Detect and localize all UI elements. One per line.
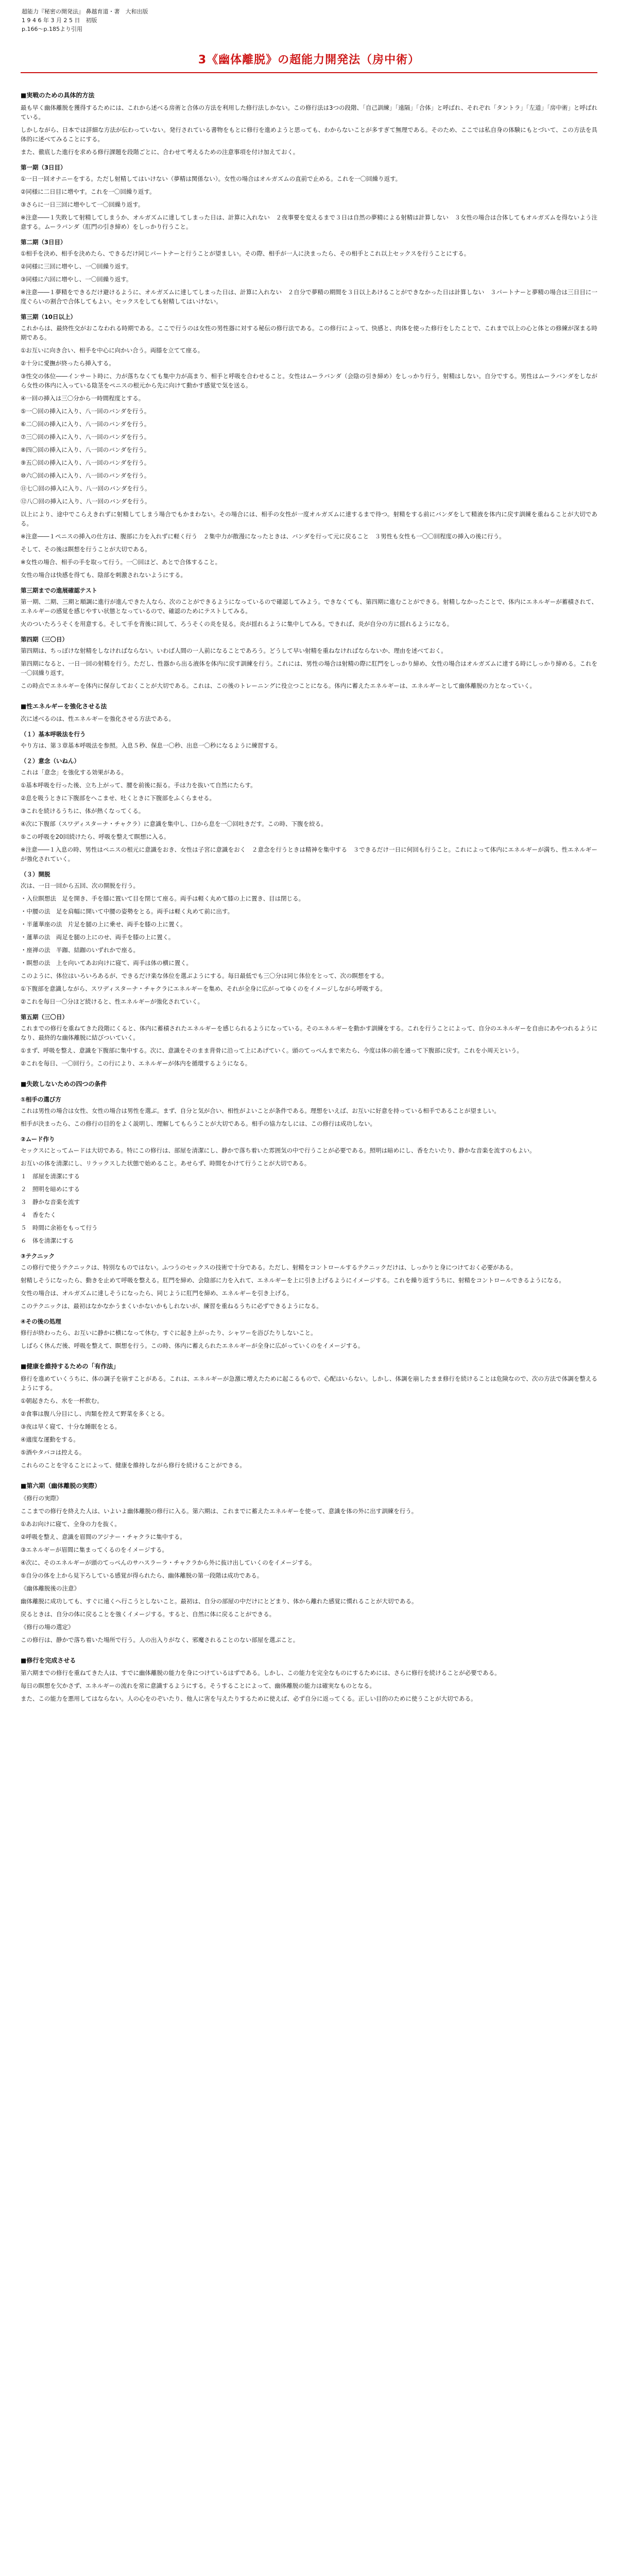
- title-divider: [21, 72, 597, 73]
- paragraph: ・蓮華の法 両足を腿の上にのせ、両手を膝の上に置く。: [21, 934, 175, 941]
- paragraph: 《修行の場の選定》: [21, 1623, 74, 1631]
- section-heading: 第五期（三〇日）: [21, 1013, 68, 1021]
- section-heading: ④その後の処理: [21, 1318, 61, 1325]
- section-heading: ■失敗しないための四つの条件: [21, 1080, 107, 1088]
- paragraph: ⑤この呼吸を20回続けたら、呼吸を整えて瞑想に入る。: [21, 833, 170, 840]
- paragraph: 次に述べるのは、性エネルギーを強化させる方法である。: [21, 715, 175, 722]
- paragraph: 幽体離脱に成功しても、すぐに遠くへ行こうとしないこと。最初は、自分の部屋の中だけにとどまり、体から離れた感覚に慣れることが大切である。: [21, 1598, 418, 1605]
- paragraph: 次は、一日一回から五回、次の開脱を行う。: [21, 882, 139, 889]
- section: [21, 870, 597, 1006]
- document-body: [21, 91, 597, 1703]
- paragraph: ⑩六〇回の挿入に入り、八一回のバンダを行う。: [21, 472, 150, 479]
- paragraph: 射精しそうになったら、動きを止めて呼吸を整える。肛門を締め、会陰部に力を入れて、エネルギーを上に引き上げるようにイメージする。これを繰り返すうちに、射精をコントロールできるようになる。: [21, 1277, 565, 1284]
- paragraph: ③同様に六回に増やし、一〇回繰り返す。: [21, 276, 132, 283]
- paragraph: そして、その後は瞑想を行うことが大切である。: [21, 546, 151, 553]
- paragraph: ⑤酒やタバコは控える。: [21, 1449, 85, 1456]
- paragraph: ①下腹部を意識しながら、スワディスターナ・チャクラにエネルギーを集め、それが全身に広がってゆくのをイメージしながら呼吸する。: [21, 985, 386, 992]
- paragraph: ①お互いに向き合い、相手を中心に向かい合う。両膝を立てて座る。: [21, 347, 204, 354]
- section-heading: 第三期までの進展確認テスト: [21, 587, 98, 594]
- paragraph: しかしながら、日本では詳細な方法が伝わっていない。発行されている書物をもとに修行を進めようと思っても、わからないことが多すぎて無理である。そのため、ここでは私自身の体験にもとづいて、この方法を具体的に述べてみることにする。: [21, 126, 597, 143]
- paragraph: ①まず、呼吸を整え、意識を下腹部に集中する。次に、意識をそのまま背骨に沿って上にあげていく。頭のてっぺんまで来たら、今度は体の前を通って下腹部に戻す。これを小周天という。: [21, 1047, 523, 1054]
- paragraph: ・入位瞑想法 足を開き、手を膝に置いて目を閉じて座る。両手は軽く丸めて膝の上に置き、目は閉じる。: [21, 895, 305, 902]
- paragraph: 《幽体離脱後の注意》: [21, 1585, 80, 1592]
- section: [21, 163, 597, 231]
- paragraph: 相手が決まったら、この修行の目的をよく説明し、理解してもらうことが大切である。相手の協力なしには、この修行は成功しない。: [21, 1120, 376, 1127]
- section: [21, 730, 597, 750]
- paragraph: これからは、最終性交がおこなわれる時期である。ここで行うのは女性の男性器に対する秘伝の修行法である。この修行によって、快感と、肉体を使った修行をしたことで、これまで以上の心と体との修練が深まる時期である。: [21, 325, 597, 341]
- section: [21, 702, 597, 723]
- section-heading: 第三期（10日以上）: [21, 313, 77, 320]
- paragraph: ①基本呼吸を行った後、立ち上がって、腰を前後に振る。手は力を抜いて自然にたらす。: [21, 782, 256, 789]
- paragraph: ②同様に三回に増やし、一〇回繰り返す。: [21, 263, 132, 270]
- paragraph: この時点でエネルギーを体内に保存しておくことが大切である。これは、この後のトレーニングに役立つことになる。体内に蓄えたエネルギーは、エネルギーとして幽体離脱の力となっていく。: [21, 682, 536, 689]
- section-heading: ■実戦のための具体的方法: [21, 92, 95, 99]
- section: [21, 1362, 597, 1470]
- section: [21, 1251, 597, 1311]
- section: [21, 312, 597, 580]
- section: [21, 1317, 597, 1350]
- source-edition: 1 9 4 6 年 3 月 2 5 日 初版: [22, 17, 97, 24]
- paragraph: ①相手を決め、相手を決めたら、できるだけ同じパートナーと行うことが望ましい。その際、相手が一人に決まったら、その相手とこれ以上セックスを行うことにする。: [21, 250, 470, 257]
- paragraph: ④適度な運動をする。: [21, 1436, 79, 1443]
- paragraph: この修行で使うテクニックは、特別なものではない。ふつうのセックスの技術で十分である。ただし、射精をコントロールするテクニックだけは、しっかりと身につけておく必要がある。: [21, 1264, 517, 1271]
- paragraph: この修行は、静かで落ち着いた場所で行う。人の出入りがなく、邪魔されることのない部屋を選ぶこと。: [21, 1636, 299, 1643]
- section: [21, 1656, 597, 1703]
- paragraph: ②食事は腹八分目にし、肉類を控えて野菜を多くとる。: [21, 1410, 168, 1417]
- paragraph: ⑥二〇回の挿入に入り、八一回のバンダを行う。: [21, 420, 150, 428]
- section: [21, 1134, 597, 1245]
- paragraph: 第四期になると、一日一回の射精を行う。ただし、性器から出る液体を体内に戻す訓練を行う。これには、男性の場合は射精の際に肛門をしっかり締め、女性の場合はオルガズムに達する時にしっかり締める。これを一〇回繰り返す。: [21, 660, 597, 676]
- section-heading: ■第六期（幽体離脱の実際）: [21, 1482, 101, 1489]
- paragraph: ２ 照明を暗めにする: [21, 1185, 80, 1193]
- section-heading: ③テクニック: [21, 1252, 55, 1260]
- section: [21, 1012, 597, 1068]
- paragraph: ※注意――１失敗して射精してしまうか、オルガズムに達してしまった日は、計算に入れない ２夜事要を変えるまで３日は自然の夢精による射精は計算しない ３女性の場合は合体してもオルガズムを得ないよう注意する。ムーラバンダ（肛門の引き締め）をしっかり行うこと。: [21, 214, 597, 230]
- paragraph: 女性の場合は、オルガズムに達しそうになったら、同じように肛門を締め、エネルギーを引き上げる。: [21, 1290, 293, 1297]
- section: [21, 1079, 597, 1089]
- paragraph: ④次に下腹部（スワディスターナ・チャクラ）に意識を集中し、口から息を一〇回吐きだす。この時、下腹を絞る。: [21, 820, 327, 827]
- paragraph: ※注意――１ペニスの挿入の仕方は、腹部に力を入れずに軽く行う ２集中力が散漫になったときは、バンダを行って元に戻ること ３男性も女性も一〇〇回程度の挿入の後に行う。: [21, 533, 505, 540]
- paragraph: 火のついたろうそくを用意する。そして手を背後に回して、ろうそくの炎を見る。炎が揺れるように集中してみる。できれば、炎が自分の方に揺れるようになる。: [21, 620, 453, 628]
- paragraph: ・座禅の法 半跏、結跏のいずれかで座る。: [21, 946, 139, 954]
- paragraph: ②これを毎日、一〇回行う。この行により、エネルギーが体内を循環するようになる。: [21, 1060, 251, 1067]
- paragraph: このように、体位はいろいろあるが、できるだけ楽な体位を選ぶようにする。毎日最低でも三〇分は同じ体位をとって、次の瞑想をする。: [21, 972, 388, 979]
- source-book: 超能力『秘密の開発法』 鼻越育道・著 大和出版: [22, 8, 148, 15]
- paragraph: ⑪七〇回の挿入に入り、八一回のバンダを行う。: [21, 485, 151, 492]
- paragraph: ③さらに一日三回に増やして一〇回繰り返す。: [21, 201, 144, 208]
- paragraph: ※女性の場合、相手の手を取って行う。一〇回ほど、あとで合体すること。: [21, 558, 221, 566]
- section-heading: 第四期（三〇日）: [21, 636, 68, 643]
- section-heading: （３）開脱: [21, 871, 50, 878]
- paragraph: ⑤自分の体を上から見下ろしている感覚が得られたら、幽体離脱の第一段階は成功である。: [21, 1572, 263, 1579]
- paragraph: ②これを毎日一〇分ほど続けると、性エネルギーが強化されていく。: [21, 998, 204, 1005]
- paragraph: ※注意――１夢精をできるだけ避けるように、オルガズムに達してしまった日は、計算に入れない ２自分で夢精の期間を３日以上あけることができなかった日は計算しない ３パートナーと夢精の場合は三日目に一度ぐらいの割合で合体してもよい。セックスをしても射精してはいけない。: [21, 289, 597, 305]
- paragraph: また、徹底した進行を求める修行課題を段階ごとに、合わせて考えるための注意事項を付け加えておく。: [21, 148, 299, 156]
- section-heading: ■性エネルギーを強化させる法: [21, 703, 107, 710]
- paragraph: ②十分に愛撫が終ったら挿入する。: [21, 360, 115, 367]
- section: [21, 756, 597, 863]
- section-heading: ②ムード作り: [21, 1136, 55, 1143]
- paragraph: 修行を進めていくうちに、体の調子を崩すことがある。これは、エネルギーが急激に増えたために起こるもので、心配はいらない。しかし、体調を崩したまま修行を続けることは危険なので、次の方法で体調を整えるようにする。: [21, 1375, 597, 1392]
- paragraph: 第一期、二期、三期と順調に進行が進んできた人なら、次のことができるようになっているので確認してみよう。できなくても、第四期に進むことができる。射精しなかったことで、体内にエネルギーが蓄積されて、エネルギーの感覚を感じやすい状態となっているので、確認のためにテストしてみる。: [21, 598, 597, 615]
- paragraph: これは「意念」を強化する効果がある。: [21, 769, 127, 776]
- paragraph: ・半蓮華座の法 片足を腿の上に乗せ、両手を膝の上に置く。: [21, 921, 186, 928]
- paragraph: ④一回の挿入は三〇分から一時間程度とする。: [21, 395, 145, 402]
- section: [21, 1095, 597, 1128]
- paragraph: 以上により、途中でこらえきれずに射精してしまう場合でもかまわない。その場合には、相手の女性が一度オルガズムに達するまで待つ。射精をする前にバンダをして精液を体内に戻す訓練を重ねることが大切である。: [21, 511, 597, 527]
- section: [21, 1481, 597, 1645]
- paragraph: ⑨五〇回の挿入に入り、八一回のバンダを行う。: [21, 459, 150, 466]
- paragraph: 修行が終わったら、お互いに静かに横になって休む。すぐに起き上がったり、シャワーを浴びたりしないこと。: [21, 1329, 317, 1336]
- paragraph: １ 部屋を清潔にする: [21, 1173, 80, 1180]
- paragraph: ・中腰の法 足を肩幅に開いて中腰の姿勢をとる。両手は軽く丸めて前に出す。: [21, 908, 234, 915]
- section-heading: 第一期（3日目）: [21, 164, 66, 171]
- paragraph: セックスにとってムードは大切である。特にこの修行は、部屋を清潔にし、静かで落ち着いた雰囲気の中で行うことが必要である。照明は暗めにし、香をたいたり、静かな音楽を流すのもよい。: [21, 1147, 536, 1154]
- paragraph: お互いの体を清潔にし、リラックスした状態で始めること。あせらず、時間をかけて行うことが大切である。: [21, 1160, 311, 1167]
- paragraph: しばらく休んだ後、呼吸を整えて、瞑想を行う。この時、体内に蓄えられたエネルギーが全身に広がっていくのをイメージする。: [21, 1342, 364, 1349]
- paragraph: ③これを続けるうちに、体が熱くなってくる。: [21, 807, 145, 815]
- paragraph: ①あお向けに寝て、全身の力を抜く。: [21, 1520, 121, 1528]
- paragraph: これらのことを守ることによって、健康を維持しながら修行を続けることができる。: [21, 1462, 246, 1469]
- paragraph: 毎日の瞑想を欠かさず、エネルギーの流れを常に意識するようにする。そうすることによって、幽体離脱の能力は確実なものとなる。: [21, 1682, 375, 1689]
- paragraph: ６ 体を清潔にする: [21, 1237, 74, 1244]
- paragraph: また、この能力を悪用してはならない。人の心をのぞいたり、他人に害を与えたりするために使えば、必ず自分に返ってくる。正しい目的のために使うことが大切である。: [21, 1695, 477, 1702]
- paragraph: このテクニックは、最初はなかなかうまくいかないかもしれないが、練習を重ねるうちに必ずできるようになる。: [21, 1302, 322, 1310]
- source-info: [22, 7, 597, 33]
- paragraph: ③夜は早く寝て、十分な睡眠をとる。: [21, 1423, 121, 1430]
- paragraph: これまでの修行を重ねてきた段階にくると、体内に蓄積されたエネルギーを感じられるようになっている。そのエネルギーを動かす訓練をする。これを行うことによって、自分のエネルギーを自由にあやつれるようになり、最終的な幽体離脱に結びついていく。: [21, 1025, 597, 1041]
- section-heading: 第二期（3日目）: [21, 239, 66, 246]
- section: [21, 91, 597, 157]
- paragraph: 第四期は、ちっぽけな射精をしなければならない。いわば人間の一人前になることであろう。どうして早い射精を重ねなければならないか、理由を述べておく。: [21, 647, 447, 654]
- source-pages: p.166〜p.185より引用: [22, 26, 82, 32]
- paragraph: ①朝起きたら、水を一杯飲む。: [21, 1397, 103, 1404]
- paragraph: ④次に、そのエネルギーが頭のてっぺんのサハスラーラ・チャクラから外に抜け出していくのをイメージする。: [21, 1559, 316, 1566]
- paragraph: ⑧四〇回の挿入に入り、八一回のバンダを行う。: [21, 446, 150, 453]
- paragraph: ３ 静かな音楽を流す: [21, 1198, 80, 1206]
- page-title: 3《幽体離脱》の超能力開発法（房中術）: [198, 54, 420, 66]
- paragraph: ②息を吸うときに下腹部をへこませ、吐くときに下腹部をふくらませる。: [21, 794, 215, 802]
- paragraph: ③エネルギーが眉間に集まってくるのをイメージする。: [21, 1546, 168, 1553]
- paragraph: ⑤一〇回の挿入に入り、八一回のバンダを行う。: [21, 408, 150, 415]
- paragraph: ③性交の体位――インサート時に、力が落ちなくても集中力が高まり、相手と呼吸を合わせること。女性はムーラバンダ（会陰の引き締め）をしっかり行う。射精はしない。自分でする。男性はムーラバンダをしながら女性の体内に入っている陰茎をペニスの根元から先に向けて動かす感覚で気を送る。: [21, 372, 597, 389]
- section-heading: ■健康を維持するための「有作法」: [21, 1363, 119, 1370]
- paragraph: やり方は、第３章基本呼吸法を参照。入息５秒、保息一〇秒、出息一〇秒になるように練習する。: [21, 742, 281, 749]
- paragraph: ４ 香をたく: [21, 1211, 56, 1218]
- paragraph: 最も早く幽体離脱を獲得するためには、これから述べる房術と合体の方法を利用した修行法しかない。この修行法は3つの段階、「自己訓練」「遠隔」「合体」と呼ばれ、それぞれ「タントラ」「左道」「房中術」と呼ばれている。: [21, 104, 597, 121]
- paragraph: 戻るときは、自分の体に戻ることを強くイメージする。すると、自然に体に戻ることができる。: [21, 1611, 276, 1618]
- paragraph: ・瞑想の法 上を向いてあお向けに寝て、両手は体の横に置く。: [21, 959, 193, 967]
- section-heading: （１）基本呼吸法を行う: [21, 731, 86, 738]
- section: [21, 635, 597, 690]
- paragraph: ⑫八〇回の挿入に入り、八一回のバンダを行う。: [21, 498, 151, 505]
- paragraph: ②同様に二日目に増やす。これを一〇回繰り返す。: [21, 188, 156, 195]
- section-heading: ①相手の選び方: [21, 1096, 61, 1103]
- paragraph: これは男性の場合は女性、女性の場合は男性を選ぶ。まず、自分と気が合い、相性がよいことが条件である。理想をいえば、お互いに好意を持っている相手であることが望ましい。: [21, 1107, 500, 1114]
- section-heading: ■修行を完成させる: [21, 1657, 76, 1664]
- paragraph: 第六期までの修行を重ねてきた人は、すでに幽体離脱の能力を身につけているはずである。しかし、この能力を完全なものにするためには、さらに修行を続けることが必要である。: [21, 1669, 501, 1676]
- paragraph: 《修行の実際》: [21, 1495, 62, 1502]
- paragraph: ここまでの修行を終えた人は、いよいよ幽体離脱の修行に入る。第六期は、これまでに蓄えたエネルギーを使って、意識を体の外に出す訓練を行う。: [21, 1507, 418, 1515]
- paragraph: 女性の場合は快感を得ても、陰部を刺激されないようにする。: [21, 571, 186, 579]
- paragraph: ※注意――１入息の時、男性はペニスの根元に意識をおき、女性は子宮に意識をおく ２意念を行うときは精神を集中する ３できるだけ一日に何回も行うこと。これによって体内にエネルギーが満ち、性エネルギーが強化されていく。: [21, 846, 597, 862]
- section: [21, 238, 597, 306]
- paragraph: ①一日一回オナニーをする。ただし射精してはいけない（夢精は関係ない）。女性の場合はオルガズムの直前で止める。これを一〇回繰り返す。: [21, 175, 402, 182]
- paragraph: ②呼吸を整え、意識を眉間のアジナー・チャクラに集中する。: [21, 1533, 186, 1540]
- section-heading: （２）意念（いねん）: [21, 757, 80, 765]
- paragraph: ５ 時間に余裕をもって行う: [21, 1224, 98, 1231]
- paragraph: ⑦三〇回の挿入に入り、八一回のバンダを行う。: [21, 433, 150, 440]
- section: [21, 586, 597, 629]
